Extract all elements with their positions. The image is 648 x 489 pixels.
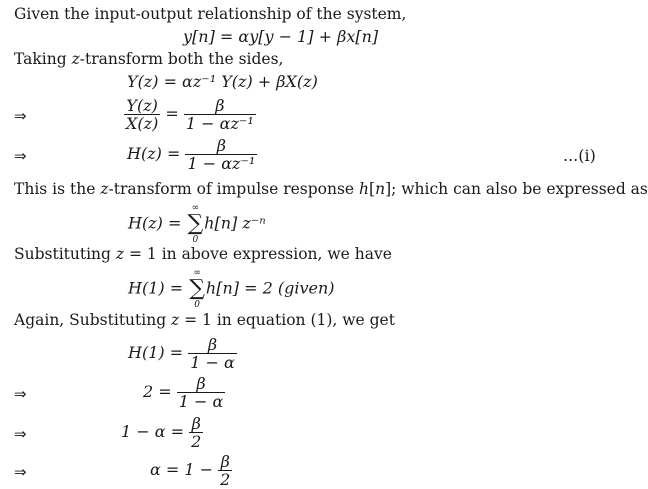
text-fragment: = 1 in above expression, we have: [124, 245, 392, 263]
summation-equation: [128, 203, 266, 245]
implies-arrow-4: ⇒: [14, 425, 27, 443]
text-fragment: Taking: [14, 50, 72, 68]
two-equation: [143, 375, 225, 410]
rhs-denominator: 1 − αz⁻¹: [185, 114, 254, 133]
lower-limit: 0: [192, 235, 199, 245]
impulse-response-text: [14, 179, 648, 199]
intro-text: [14, 4, 406, 24]
ztransform-intro: [14, 49, 283, 69]
variable-n: n: [375, 180, 386, 198]
text-fragment: -transform both the sides,: [79, 50, 284, 68]
equals-sign: =: [160, 104, 184, 123]
rhs-numerator: β: [215, 96, 225, 115]
two-fraction: [177, 375, 226, 410]
h1-equation: [128, 336, 237, 371]
rhs-fraction: [184, 97, 256, 132]
variable-z: z: [171, 311, 180, 329]
implies-arrow-1: ⇒: [14, 107, 27, 125]
implies-arrow-5: ⇒: [14, 463, 27, 481]
summation-operator: [189, 268, 205, 310]
text-fragment: = 1 in equation (1), we get: [179, 311, 395, 329]
alpha-equation: [150, 453, 232, 488]
h1-fraction: [188, 336, 237, 371]
variable-z: z: [115, 245, 125, 263]
beta-numerator: β: [191, 414, 201, 433]
system-equation: [183, 27, 378, 47]
substitution-text: [14, 244, 392, 264]
difference-equation: y[n] = αy[y − 1] + βx[n]: [183, 27, 379, 46]
one-minus-alpha-lhs: 1 − α =: [121, 422, 190, 441]
h1-numerator: β: [207, 335, 218, 354]
summation-value-equation: [128, 268, 335, 310]
summation-rhs: h[n] z⁻ⁿ: [204, 213, 266, 233]
ztransform-expression: Y(z) = αz⁻¹ Y(z) + βX(z): [127, 72, 318, 91]
transfer-denominator: 1 − αz⁻¹: [187, 154, 256, 173]
alpha-denominator: 2: [220, 470, 231, 489]
beta-half-fraction: [189, 415, 203, 450]
upper-limit: ∞: [191, 203, 200, 213]
second-substitution-text: [14, 310, 395, 330]
upper-limit: ∞: [193, 268, 201, 278]
two-numerator: β: [196, 374, 206, 393]
h1-lhs: H(1) =: [128, 343, 189, 362]
variable-z: z: [100, 180, 109, 198]
alpha-lhs: α = 1 −: [150, 460, 219, 479]
text-fragment: Substituting: [14, 245, 116, 263]
two-denominator: 1 − α: [178, 392, 224, 411]
ratio-denominator: X(z): [126, 114, 159, 133]
h1-denominator: 1 − α: [190, 353, 235, 372]
bracket-open: [: [369, 180, 376, 198]
summation-rhs: h[n] = 2 (given): [205, 278, 335, 298]
ztransform-equation: [127, 72, 318, 92]
ratio-numerator: Y(z): [126, 96, 158, 115]
ratio-equation: [124, 97, 256, 132]
transfer-fraction: [185, 137, 257, 172]
summation-operator: [187, 203, 203, 245]
equation-tag: ...(i): [563, 146, 596, 165]
summation-lhs: H(1) =: [128, 278, 189, 298]
one-minus-alpha-equation: [121, 415, 203, 450]
lower-limit: 0: [194, 300, 200, 310]
text-fragment: ]; which can also be expressed as: [385, 180, 648, 198]
sigma-icon: ∑: [189, 276, 205, 301]
transfer-function-equation: [127, 137, 257, 172]
intro-sentence: Given the input-output relationship of the system,: [14, 5, 407, 23]
implies-arrow-2: ⇒: [14, 147, 27, 165]
text-fragment: Again, Substituting: [14, 311, 172, 329]
transfer-lhs: H(z) =: [127, 144, 186, 163]
sigma-icon: ∑: [187, 211, 204, 236]
variable-z: z: [71, 50, 80, 68]
text-fragment: This is the: [14, 180, 101, 198]
implies-arrow-3: ⇒: [14, 385, 27, 403]
two-denominator: 2: [191, 432, 202, 451]
alpha-fraction: [218, 453, 232, 488]
summation-lhs: H(z) =: [128, 213, 187, 233]
variable-h: h: [359, 180, 370, 198]
text-fragment: -transform of impulse response: [108, 180, 360, 198]
two-lhs: 2 =: [143, 382, 177, 401]
alpha-numerator: β: [220, 452, 230, 471]
transfer-numerator: β: [216, 136, 226, 155]
ratio-fraction: [124, 97, 160, 132]
